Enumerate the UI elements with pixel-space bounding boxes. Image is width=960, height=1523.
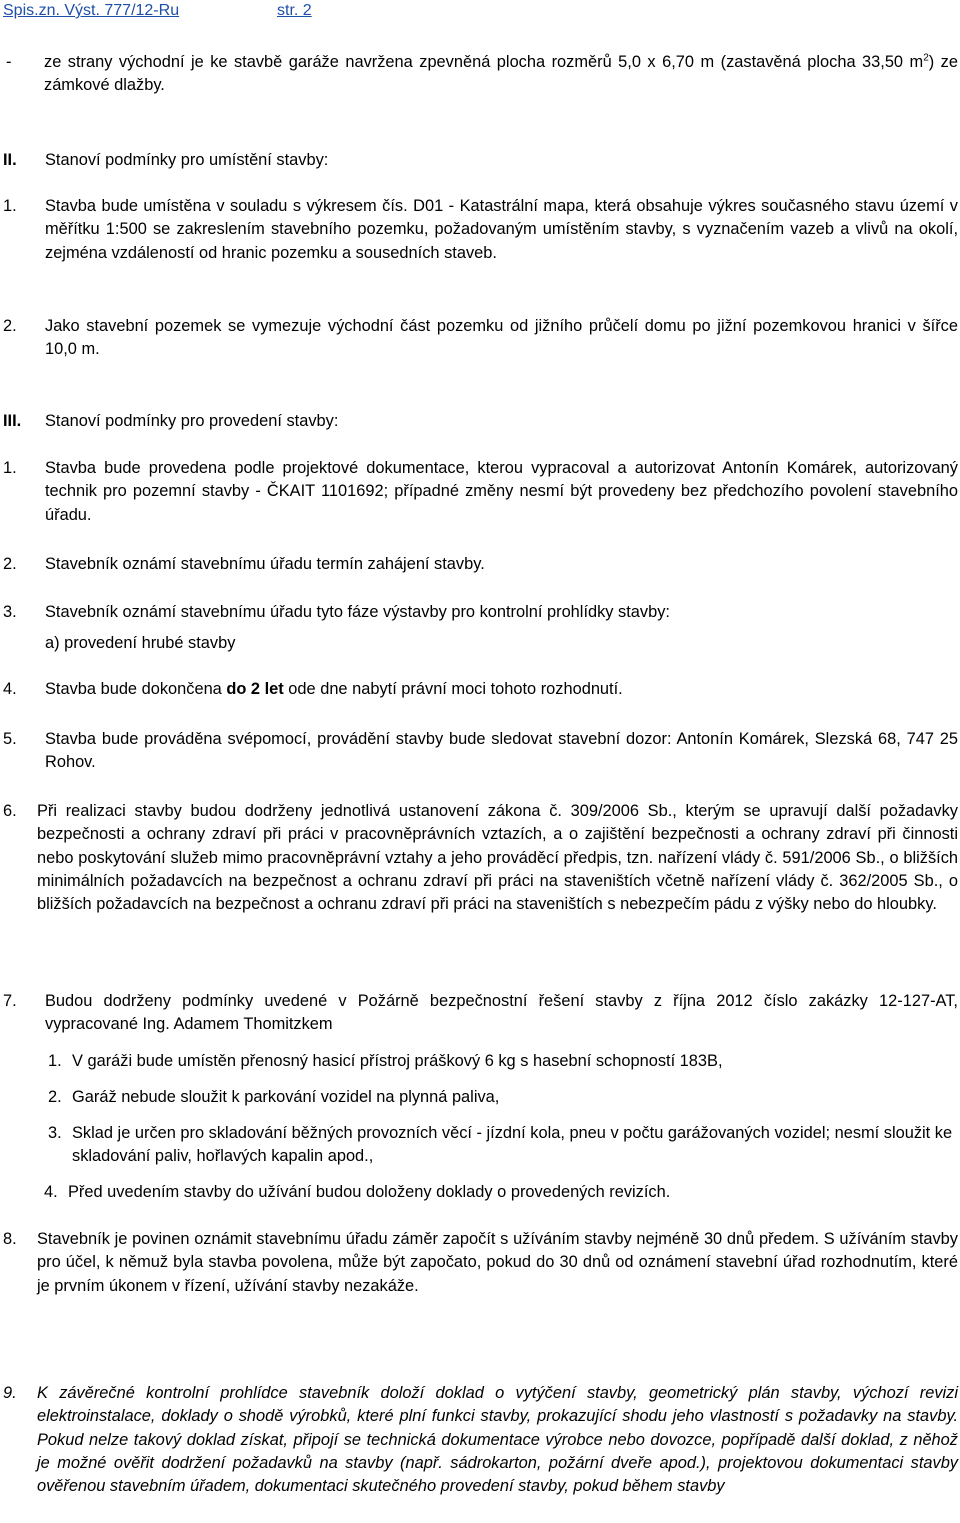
item-number: 2. <box>3 555 17 573</box>
item-text: Stavba bude dokončena do 2 let ode dne nabytí právní moci tohoto rozhodnutí. <box>45 680 623 698</box>
deadline-emphasis: do 2 let <box>226 680 284 698</box>
intro-item <box>6 51 958 98</box>
section-2-numeral: II. <box>3 151 17 169</box>
item-text: Stavebník oznámí stavebnímu úřadu termín zahájení stavby. <box>45 555 485 573</box>
fire-condition-3 <box>48 1122 958 1169</box>
section-3-item-3 <box>3 601 958 624</box>
item-number: 5. <box>3 730 17 748</box>
section-3-item-1 <box>3 457 958 527</box>
item-text: Stavba bude prováděna svépomocí, provádění stavby bude sledovat stavební dozor: Antonín Komárek, Slezská 68, 747 25 Rohov. <box>45 730 958 772</box>
section-3-item-6 <box>3 800 958 916</box>
item-number: 4. <box>3 680 17 698</box>
section-3-numeral: III. <box>3 412 22 430</box>
section-2-title: Stanoví podmínky pro umístění stavby: <box>45 151 329 169</box>
intro-text: ze strany východní je ke stavbě garáže navržena zpevněná plocha rozměrů 5,0 x 6,70 m (zastavěná plocha 33,50 $m^2$) ze zámkové dlažby. <box>44 52 958 95</box>
section-3-item-8 <box>3 1228 958 1298</box>
item-text: Stavebník je povinen oznámit stavebnímu úřadu záměr započít s užíváním stavby nejméně 30 dnů předem. S užíváním stavby pro účel, k němuž byla stavba povolena, může být započato, pokud do 30 dnů od oznámení stavební úřad rozhodnutím, které je prvním úkonem v řízení, užívání stavby nezakáže. <box>37 1230 958 1295</box>
document-reference: Spis.zn. Výst. 777/12-Ru <box>3 2 180 19</box>
item-number: 8. <box>3 1230 17 1248</box>
item-number: 9. <box>3 1384 17 1402</box>
section-3-heading <box>3 410 958 433</box>
fire-condition-4 <box>44 1181 958 1204</box>
section-3-item-2 <box>3 553 958 576</box>
item-number: 1. <box>3 459 17 477</box>
page-number: str. 2 <box>277 2 312 19</box>
section-3-item-3-sub: a) provedení hrubé stavby <box>45 634 236 652</box>
sub-item-number: 4. <box>44 1183 58 1201</box>
item-text: Jako stavební pozemek se vymezuje východní část pozemku od jižního průčelí domu po jižní pozemkovou hranici v šířce 10,0 m. <box>45 317 958 359</box>
item-text: Stavba bude provedena podle projektové dokumentace, kterou vypracoval a autorizovat Antonín Komárek, autorizovaný technik pro pozemní stavby - ČKAIT 1101692; případné změny nesmí být provedeny bez předchozího povolení stavebního úřadu. <box>45 459 958 524</box>
sub-item-text: Před uvedením stavby do užívání budou doloženy doklady o provedených revizích. <box>68 1183 671 1201</box>
item-number: 3. <box>3 603 17 621</box>
item-text: K závěrečné kontrolní prohlídce stavebník doloží doklad o vytýčení stavby, geometrický plán stavby, výchozí revizi elektroinstalace, doklady o shodě výrobků, které plní funkci stavby, prokazující shodu jeho vlastností s požadavky na stavby. Pokud nelze takový doklad získat, připojí se technická dokumentace výrobce nebo dovozce, popřípadě další doklad, z něhož je možné ověřit dodržení požadavků na stavby (např. sádrokarton, požární dveře apod.), projektovou dokumentaci stavby ověřenou stavebním úřadem, dokumentaci skutečného provedení stavby, pokud během stavby <box>37 1384 958 1496</box>
section-3-item-4 <box>3 678 958 701</box>
sub-item-text: V garáži bude umístěn přenosný hasicí přístroj práškový 6 kg s hasební schopností 183B, <box>72 1052 723 1070</box>
item-text: Stavebník oznámí stavebnímu úřadu tyto fáze výstavby pro kontrolní prohlídky stavby: <box>45 603 670 621</box>
section-3-item-7 <box>3 990 958 1037</box>
section-3-title: Stanoví podmínky pro provedení stavby: <box>45 412 339 430</box>
section-3-item-9 <box>3 1382 958 1498</box>
item-text: Stavba bude umístěna v souladu s výkresem čís. D01 - Katastrální mapa, která obsahuje výkres současného stavu území v měřítku 1:500 se zakreslením stavebního pozemku, požadovaným umístěním stavby, s vyznačením vazeb a vlivů na okolí, zejména vzdáleností od hranic pozemku a sousedních staveb. <box>45 197 958 262</box>
sub-item-number: 2. <box>48 1088 62 1106</box>
section-3-item-5 <box>3 728 958 775</box>
section-2-item-1 <box>3 195 958 265</box>
item-text: Budou dodrženy podmínky uvedené v Požárně bezpečnostní řešení stavby z října 2012 číslo zakázky 12-127-AT, vypracované Ing. Adamem Thomitzkem <box>45 992 958 1034</box>
sub-item-number: 3. <box>48 1124 62 1142</box>
item-number: 6. <box>3 802 17 820</box>
item-number: 7. <box>3 992 17 1010</box>
section-2-item-2 <box>3 315 958 362</box>
sub-item-number: 1. <box>48 1052 62 1070</box>
item-number: 2. <box>3 317 17 335</box>
intro-dash: - <box>6 53 12 71</box>
item-text: Při realizaci stavby budou dodrženy jednotlivá ustanovení zákona č. 309/2006 Sb., kterým se upravují další požadavky bezpečnosti a ochrany zdraví při práci v pracovněprávních vztazích, a o zajištění bezpečnosti a ochrany zdraví při činnosti nebo poskytování služeb mimo pracovněprávní vztahy a jeho prováděcí předpis, tzn. nařízení vlády č. 591/2006 Sb., o bližších minimálních požadavcích na bezpečnost a ochranu zdraví při práci na staveništích včetně nařízení vlády č. 362/2005 Sb., o bližších požadavcích na bezpečnost a ochranu zdraví při práci na staveništích s nebezpečím pádu z výšky nebo do hloubky. <box>37 802 958 914</box>
sub-item-text: Sklad je určen pro skladování běžných provozních věcí - jízdní kola, pneu v počtu garážovaných vozidel; nesmí sloužit ke skladování paliv, hořlavých kapalin apod., <box>72 1124 953 1166</box>
fire-condition-2 <box>48 1086 958 1109</box>
section-2-heading <box>3 149 958 172</box>
sub-item-text: Garáž nebude sloužit k parkování vozidel na plynná paliva, <box>72 1088 500 1106</box>
fire-condition-1 <box>48 1050 958 1073</box>
item-number: 1. <box>3 197 17 215</box>
